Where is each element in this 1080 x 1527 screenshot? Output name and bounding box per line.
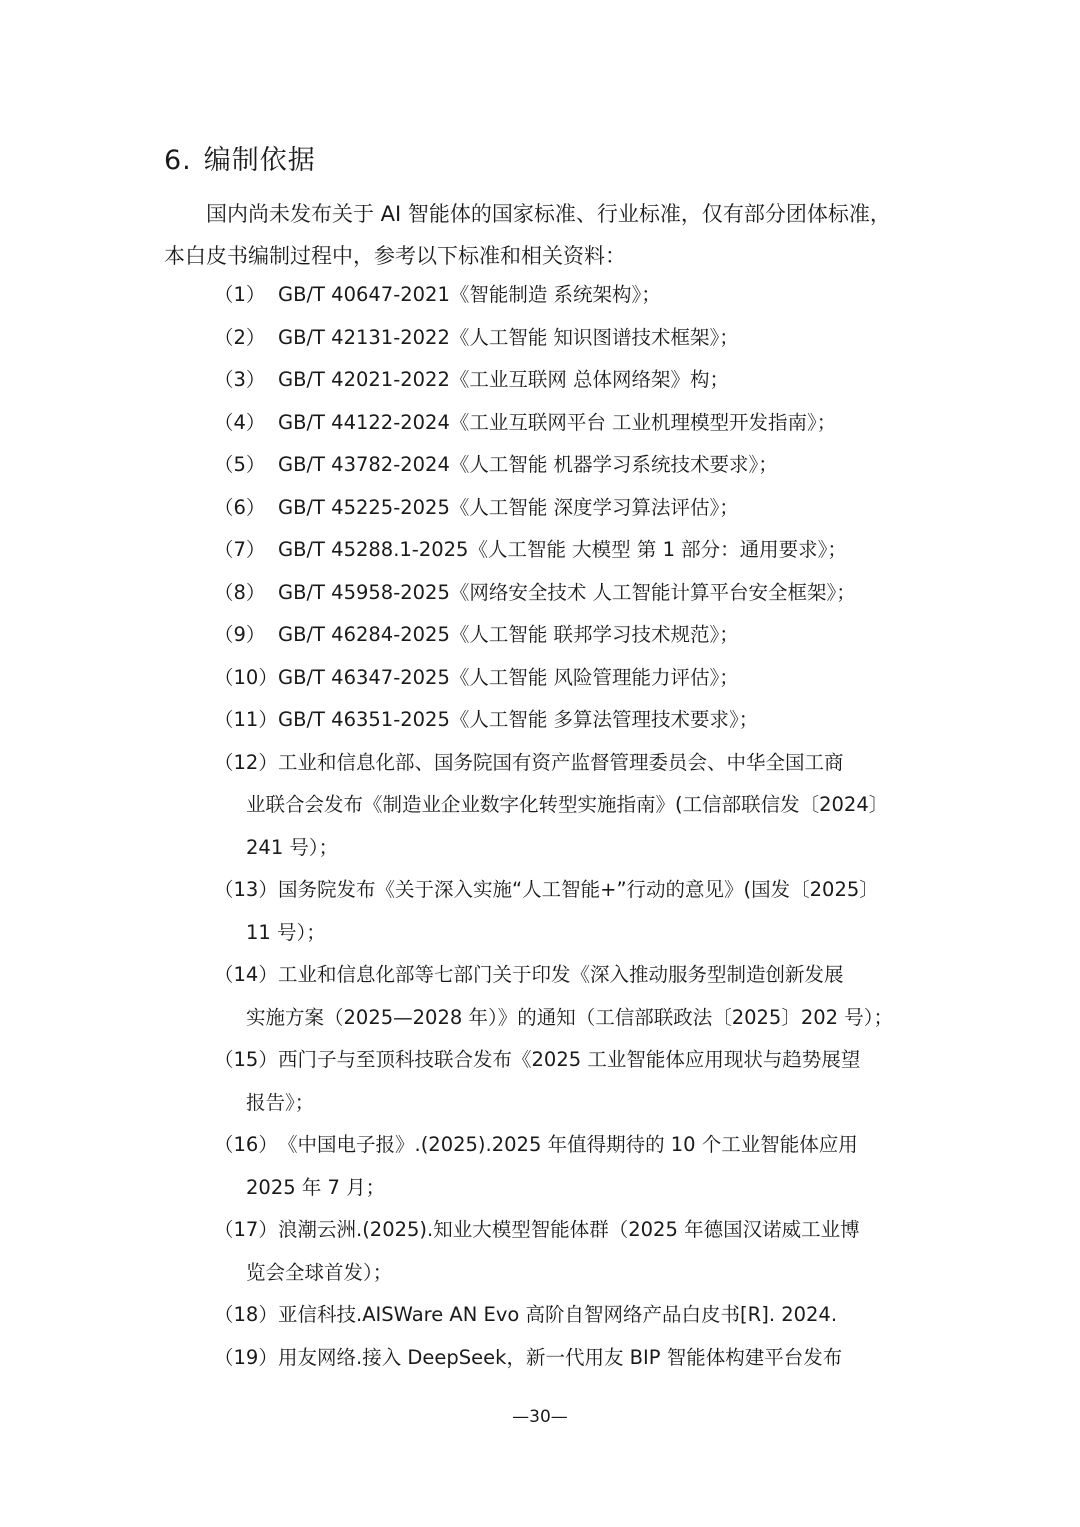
intro-line-2: 本白皮书编制过程中，参考以下标准和相关资料： [164, 244, 626, 268]
reference-number: （15） [214, 1048, 278, 1071]
reference-text [278, 487, 930, 530]
reference-text-line: 工业和信息化部等七部门关于印发《深入推动服务型制造创新发展 [278, 963, 844, 986]
reference-number: （3） [214, 368, 266, 391]
reference-item [214, 1209, 930, 1294]
reference-text-line: GB/T 42131-2022《人工智能 知识图谱技术框架》； [278, 325, 739, 349]
reference-number: （2） [214, 325, 266, 349]
reference-text-line: 《中国电子报》.(2025).2025 年值得期待的 10 个工业智能体应用 [278, 1133, 858, 1156]
reference-item [214, 1039, 930, 1124]
reference-number: （9） [214, 623, 266, 646]
reference-item [214, 402, 930, 445]
section-heading [164, 141, 316, 181]
reference-text-line: 亚信科技.AISWare AN Evo 高阶自智网络产品白皮书[R]. 2024. [278, 1303, 838, 1326]
reference-text [278, 359, 930, 402]
reference-text-line: 241 号）； [246, 835, 339, 859]
reference-item [214, 572, 930, 615]
reference-text-line: GB/T 43782-2024《人工智能 机器学习系统技术要求》； [278, 453, 778, 476]
reference-item [214, 1124, 930, 1209]
reference-text-line: GB/T 46284-2025《人工智能 联邦学习技术规范》； [278, 623, 739, 646]
reference-number: （14） [214, 963, 278, 986]
reference-text [278, 614, 930, 657]
reference-text [278, 1337, 930, 1380]
reference-text [278, 1294, 930, 1337]
reference-number: （10） [214, 665, 278, 689]
reference-number: （16） [214, 1133, 278, 1156]
reference-item [214, 359, 930, 402]
reference-text-line: 浪潮云洲.(2025).知业大模型智能体群（2025 年德国汉诺威工业博 [278, 1218, 860, 1241]
reference-number: （18） [214, 1303, 278, 1326]
reference-text-line: 11 号）； [246, 920, 326, 944]
reference-number: （13） [214, 878, 278, 901]
reference-text [278, 444, 930, 487]
reference-number: （1） [214, 283, 266, 306]
reference-item [214, 1337, 930, 1380]
reference-item [214, 742, 930, 870]
reference-number: （12） [214, 750, 278, 774]
reference-item [214, 869, 930, 954]
reference-text-line: GB/T 46347-2025《人工智能 风险管理能力评估》； [278, 665, 739, 689]
reference-text-line: GB/T 45958-2025《网络安全技术 人工智能计算平台安全框架》； [278, 580, 856, 604]
reference-text [278, 402, 930, 445]
reference-text-line: 2025 年 7 月； [246, 1175, 386, 1199]
section-title: 编制依据 [203, 145, 316, 176]
reference-text-line: 工业和信息化部、国务院国有资产监督管理委员会、中华全国工商 [278, 750, 844, 774]
intro-paragraph [164, 193, 924, 277]
reference-item [214, 444, 930, 487]
reference-text-line: GB/T 42021-2022《工业互联网 总体网络架》构； [278, 368, 730, 391]
reference-text-line: 西门子与至顶科技联合发布《2025 工业智能体应用现状与趋势展望 [278, 1048, 861, 1071]
reference-number: （11） [214, 708, 278, 731]
reference-text-line: GB/T 44122-2024《工业互联网平台 工业机理模型开发指南》； [278, 410, 837, 434]
reference-number: （6） [214, 495, 266, 519]
reference-text [278, 529, 930, 572]
reference-item [214, 954, 930, 1039]
reference-text [278, 572, 930, 615]
reference-item [214, 487, 930, 530]
reference-number: （19） [214, 1345, 278, 1369]
reference-item [214, 529, 930, 572]
reference-text [278, 274, 930, 317]
reference-text-line: GB/T 45225-2025《人工智能 深度学习算法评估》； [278, 495, 739, 519]
reference-text-line: 报告》； [246, 1090, 315, 1114]
reference-text [278, 699, 930, 742]
intro-line-1: 国内尚未发布关于 AI 智能体的国家标准、行业标准，仅有部分团体标准， [206, 202, 891, 226]
reference-item [214, 1294, 930, 1337]
reference-text-line: 国务院发布《关于深入实施“人工智能+”行动的意见》(国发〔2025〕 [278, 878, 879, 901]
reference-number: （4） [214, 410, 266, 434]
reference-number: （7） [214, 538, 266, 561]
reference-item [214, 274, 930, 317]
section-number: 6. [164, 145, 192, 176]
reference-text-line: GB/T 45288.1-2025《人工智能 大模型 第 1 部分：通用要求》； [278, 538, 847, 561]
reference-text-line: 业联合会发布《制造业企业数字化转型实施指南》(工信部联信发〔2024〕 [246, 793, 889, 816]
reference-number: （8） [214, 580, 266, 604]
reference-text-line: 实施方案（2025—2028 年）》的通知（工信部联政法〔2025〕202 号）； [246, 1005, 893, 1029]
reference-item [214, 614, 930, 657]
reference-text-line: 用友网络.接入 DeepSeek，新一代用友 BIP 智能体构建平台发布 [278, 1345, 843, 1369]
reference-text [278, 317, 930, 360]
reference-item [214, 317, 930, 360]
page-number: —30— [512, 1407, 568, 1427]
reference-item [214, 657, 930, 700]
reference-list [214, 274, 930, 1379]
reference-text-line: 览会全球首发）； [246, 1260, 393, 1284]
reference-number: （17） [214, 1218, 278, 1241]
reference-text-line: GB/T 46351-2025《人工智能 多算法管理技术要求》； [278, 708, 759, 731]
reference-number: （5） [214, 453, 266, 476]
reference-text-line: GB/T 40647-2021《智能制造 系统架构》； [278, 283, 661, 306]
reference-item [214, 699, 930, 742]
reference-text [278, 657, 930, 700]
